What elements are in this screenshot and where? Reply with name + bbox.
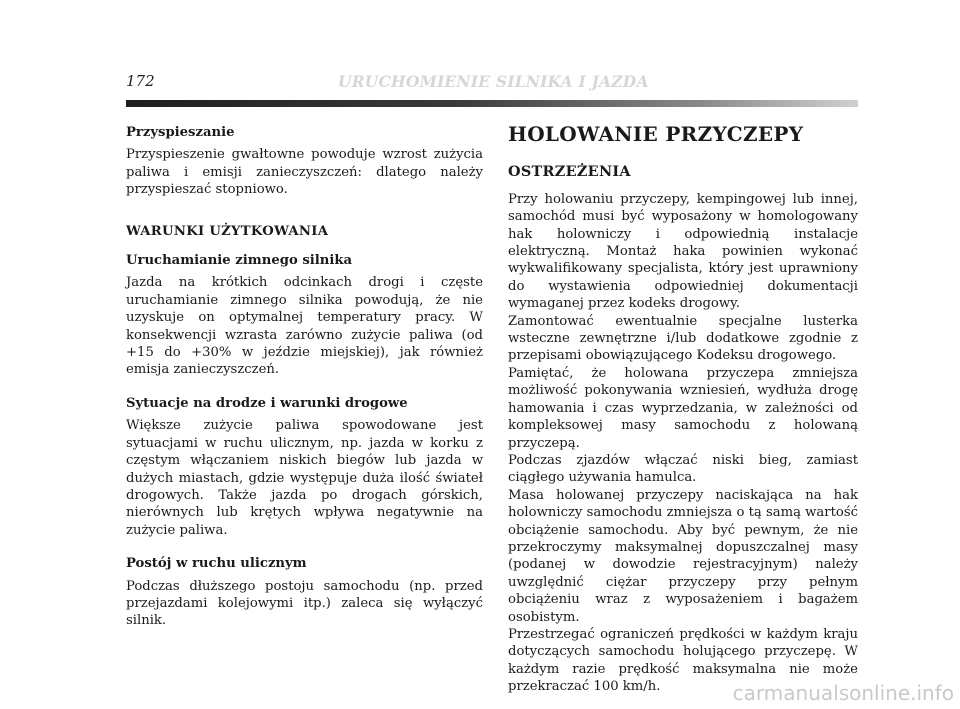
subsection-title-cold-start: Uruchamianie zimnego silnika xyxy=(126,253,353,269)
header-divider xyxy=(126,100,858,107)
subsection-title-acceleration: Przyspieszanie xyxy=(126,125,235,140)
subsection-title-traffic-stop: Postój w ruchu ulicznym xyxy=(126,556,307,572)
page-number: 172 xyxy=(126,72,155,90)
paragraph-acceleration: Przyspieszenie gwałtowne powoduje wzrost zużycia paliwa i emisji zanieczyszczeń: dlatego należy przyspieszać stopniowo. xyxy=(126,147,483,198)
warnings-heading: OSTRZEŻENIA xyxy=(508,163,631,181)
paragraph-towing-3: Pamiętać, że holowana przyczepa zmniejsza możliwość pokonywania wzniesień, wydłuża drogę hamowania i czas wyprzedzania, w zależności od kompleksowej masy samochodu z holowaną przyczepą. xyxy=(508,365,858,451)
main-heading: HOLOWANIE PRZYCZEPY xyxy=(508,122,804,146)
paragraph-towing-5: Masa holowanej przyczepy naciskająca na hak holowniczy samochodu zmniejsza o tą samą wartość obciążenie samochodu. Aby być pewnym, że nie przekroczymy maksymalnej dopuszczalnej masy (podanej w dowodzie rejestracyjnym) należy uwzględnić ciężar przyczepy przy pełnym obciążeniu wraz z wyposażeniem i bagażem osobistym. xyxy=(508,487,858,625)
right-column xyxy=(508,124,858,696)
subsection-title-road-conditions: Sytuacje na drodze i warunki drogowe xyxy=(126,395,408,411)
spacer xyxy=(126,379,483,395)
page-header xyxy=(126,72,826,96)
chapter-title: URUCHOMIENIE SILNIKA I JAZDA xyxy=(338,72,649,91)
paragraph-towing-2: Zamontować ewentualnie specjalne lusterka wsteczne zewnętrzne i/lub dodatkowe zgodnie z przepisami obowiązującego Kodeksu drogowego. xyxy=(508,313,858,364)
section-title-usage-conditions: WARUNKI UŻYTKOWANIA xyxy=(126,223,329,239)
left-column xyxy=(126,124,483,630)
paragraph-towing-6: Przestrzegać ograniczeń prędkości w każdym kraju dotyczących samochodu holującego przyczepę. W każdym razie prędkość maksymalna nie może przekraczać 100 km/h. xyxy=(508,626,858,695)
watermark: carmanualsonline.info xyxy=(732,681,954,705)
paragraph-towing-4: Podczas zjazdów włączać niski bieg, zamiast ciągłego używania hamulca. xyxy=(508,452,858,486)
paragraph-traffic-stop: Podczas dłuższego postoju samochodu (np. przed przejazdami kolejowymi itp.) zaleca się wyłączyć silnik. xyxy=(126,578,483,629)
paragraph-towing-1: Przy holowaniu przyczepy, kempingowej lub innej, samochód musi być wyposażony w homologowany hak holowniczy i odpowiednią instalacje elektryczną. Montaż haka powinien wykonać wykwalifikowany specjalista, który jest uprawniony do wystawienia odpowiedniej dokumentacji wymaganej przez kodeks drogowy. xyxy=(508,191,858,312)
paragraph-cold-start: Jazda na krótkich odcinkach drogi i częste uruchamianie zimnego silnika powodują, że nie uzyskuje on optymalnej temperatury pracy. W konsekwencji wzrasta zarówno zużycie paliwa (od +15 do +30% w jeździe miejskiej), jak również emisja zanieczyszczeń. xyxy=(126,275,483,378)
paragraph-road-conditions: Większe zużycie paliwa spowodowane jest sytuacjami w ruchu ulicznym, np. jazda w korku z częstym włączaniem niskich biegów lub jazda w dużych miastach, gdzie występuje duża ilość świateł drogowych. Także jazda po drogach górskich, nierównych lub krętych wpływa negatywnie na zużycie paliwa. xyxy=(126,418,483,538)
spacer xyxy=(126,539,483,555)
